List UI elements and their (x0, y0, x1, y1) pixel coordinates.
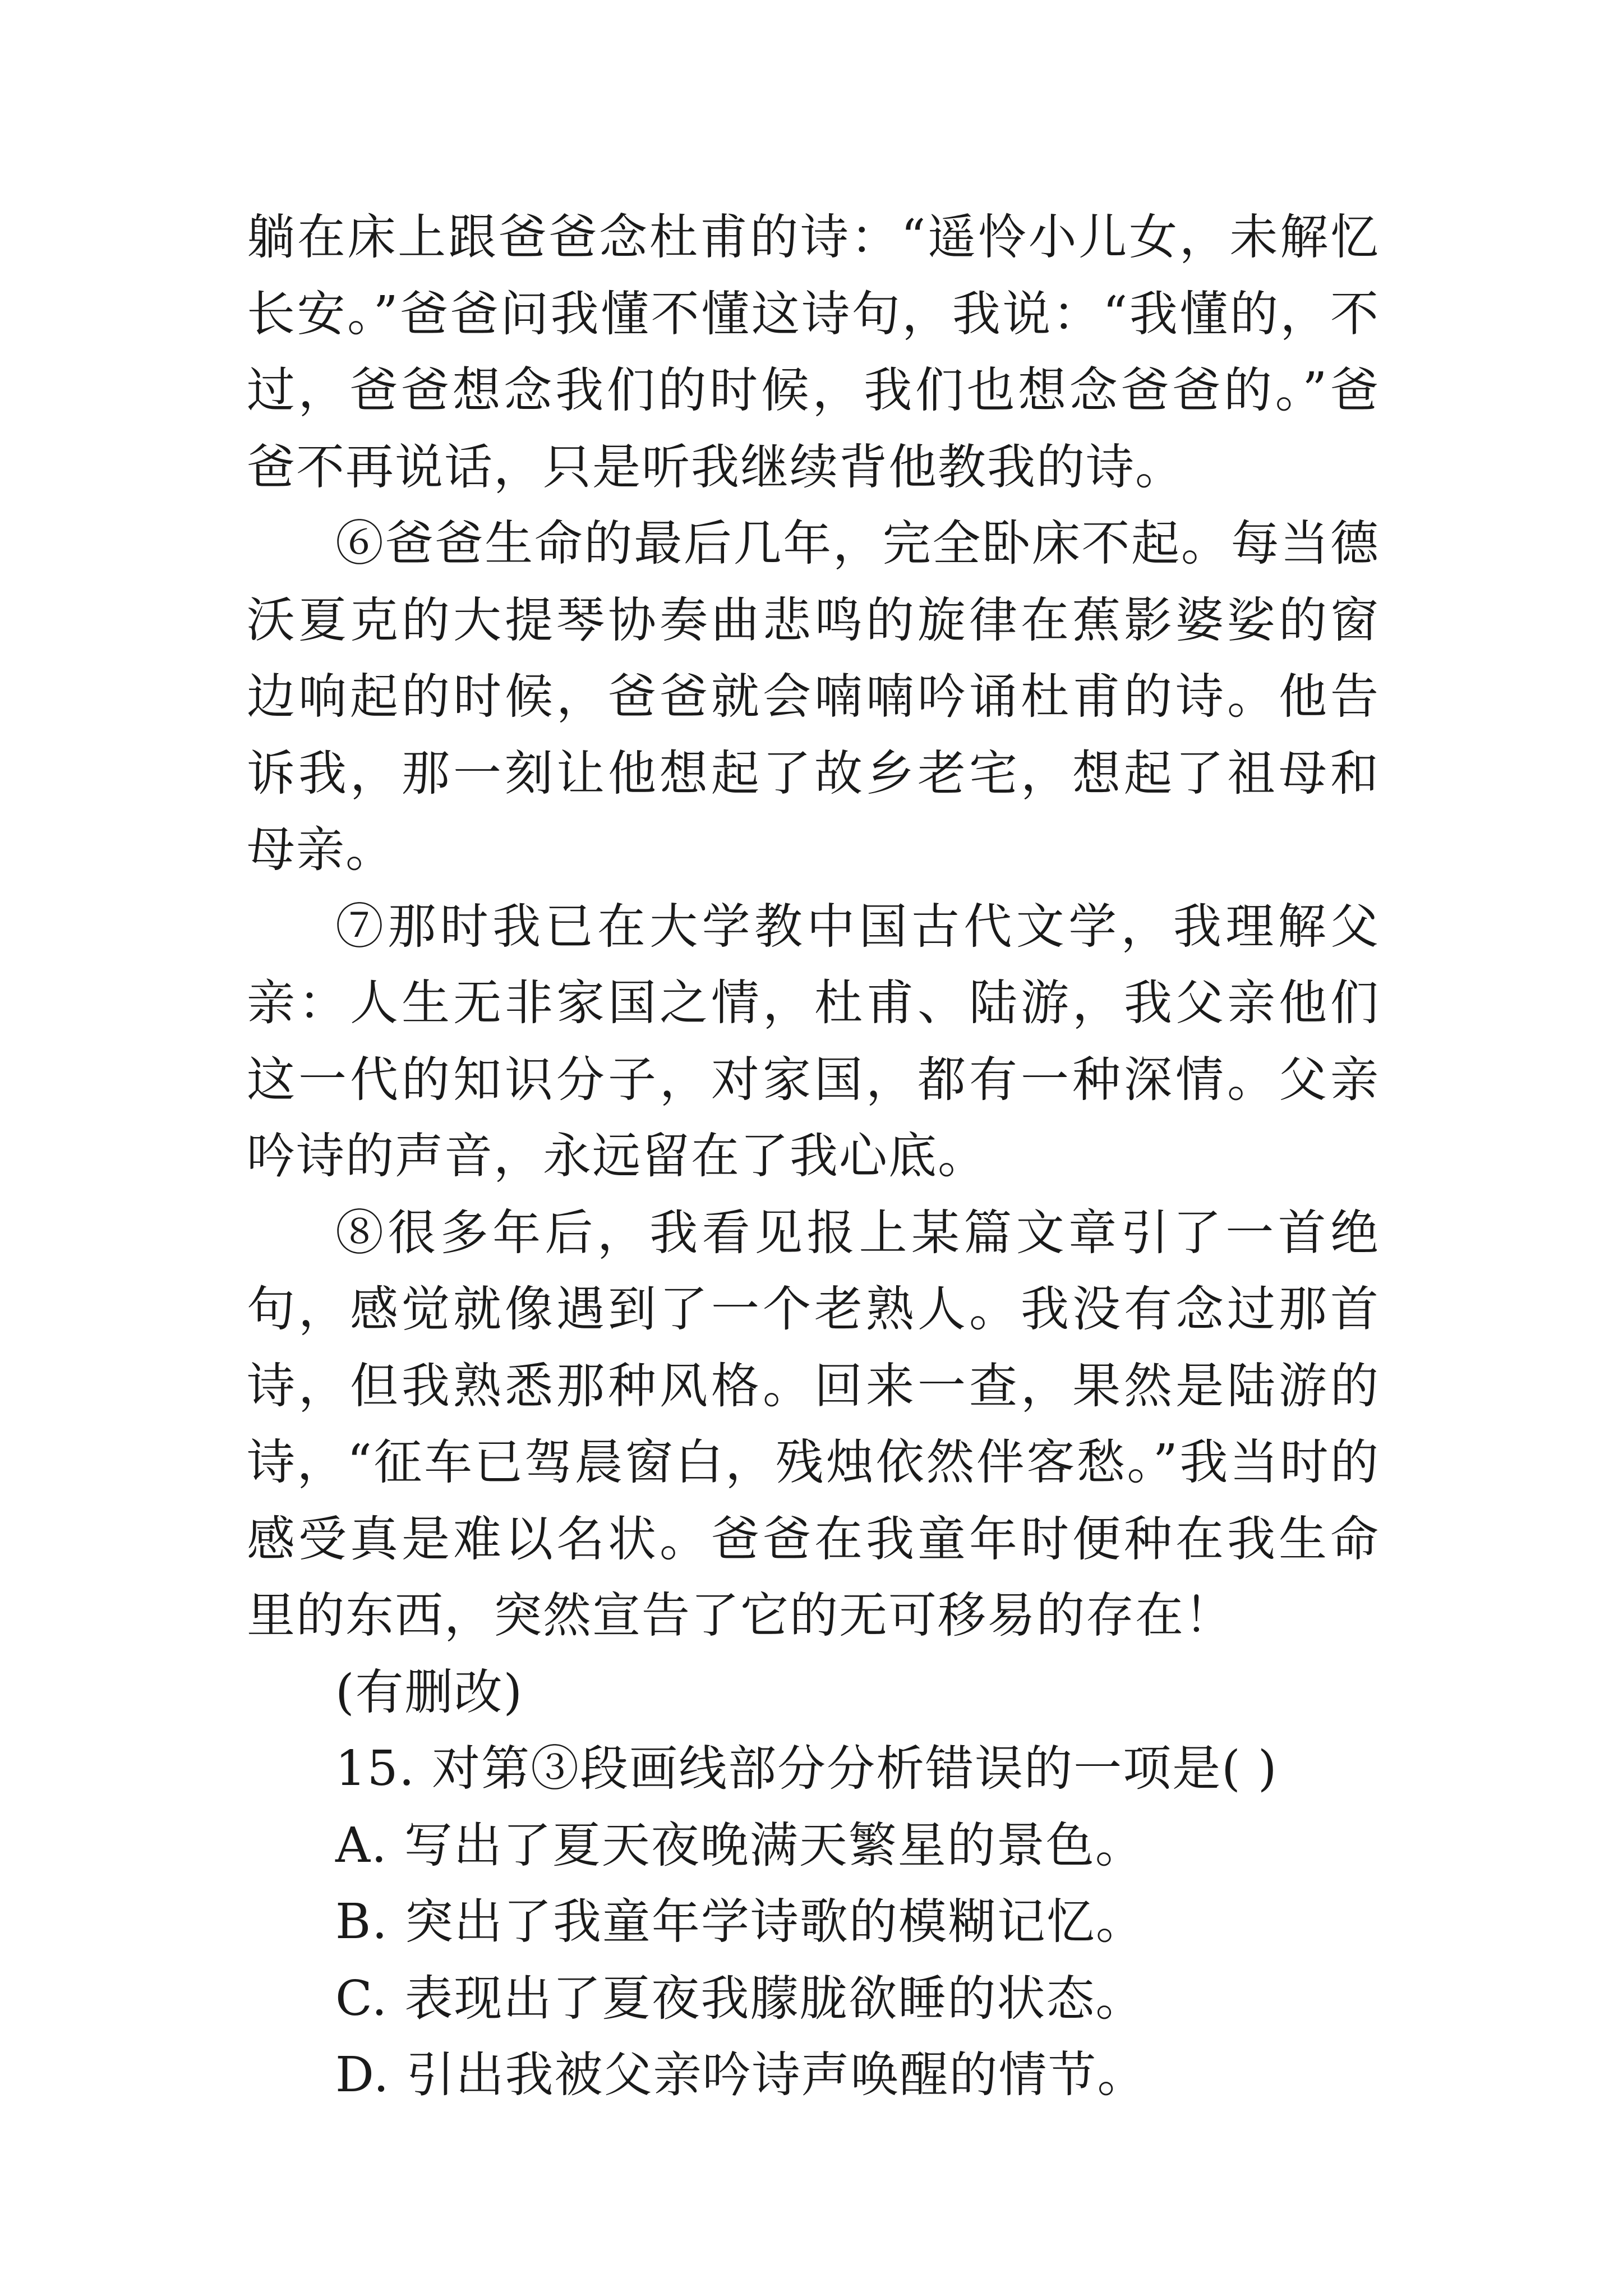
question-option-a: A. 写出了夏天夜晚满天繁星的景色。 (335, 1817, 1145, 1874)
paragraph-7: ⑦那时我已在大学教中国古代文学，我理解父亲：人生无非家国之情，杜甫、陆游，我父亲他们这一代的知识分子，对家国，都有一种深情。父亲吟诗的声音，永远留在了我心底。 (247, 898, 1380, 1184)
reading-passage (247, 199, 1380, 2114)
question-option-c: C. 表现出了夏夜我朦胧欲睡的状态。 (335, 1970, 1145, 2027)
question-option-d: D. 引出我被父亲吟诗声唤醒的情节。 (335, 2047, 1147, 2103)
paragraph-6: ⑥爸爸生命的最后几年，完全卧床不起。每当德沃夏克的大提琴协奏曲悲鸣的旋律在蕉影婆娑的窗边响起的时候，爸爸就会喃喃吟诵杜甫的诗。他告诉我，那一刻让他想起了故乡老宅，想起了祖母和母亲。 (247, 516, 1380, 878)
paragraph-8: ⑧很多年后，我看见报上某篇文章引了一首绝句，感觉就像遇到了一个老熟人。我没有念过那首诗，但我熟悉那种风格。回来一查，果然是陆游的诗，“征车已驾晨窗白，残烛依然伴客愁。”我当时的感受真是难以名状。爸爸在我童年时便种在我生命里的东西，突然宣告了它的无可移易的存在！ (247, 1204, 1380, 1644)
revision-note: (有删改) (335, 1664, 524, 1720)
question-stem: 15. 对第③段画线部分分析错误的一项是( ) (335, 1741, 1278, 1797)
question-option-b: B. 突出了我童年学诗歌的模糊记忆。 (335, 1894, 1145, 1950)
paragraph-5-continuation: 躺在床上跟爸爸念杜甫的诗：“遥怜小儿女，未解忆长安。”爸爸问我懂不懂这诗句，我说：“我懂的，不过，爸爸想念我们的时候，我们也想念爸爸的。”爸爸不再说话，只是听我继续背他教我的诗。 (247, 209, 1380, 495)
